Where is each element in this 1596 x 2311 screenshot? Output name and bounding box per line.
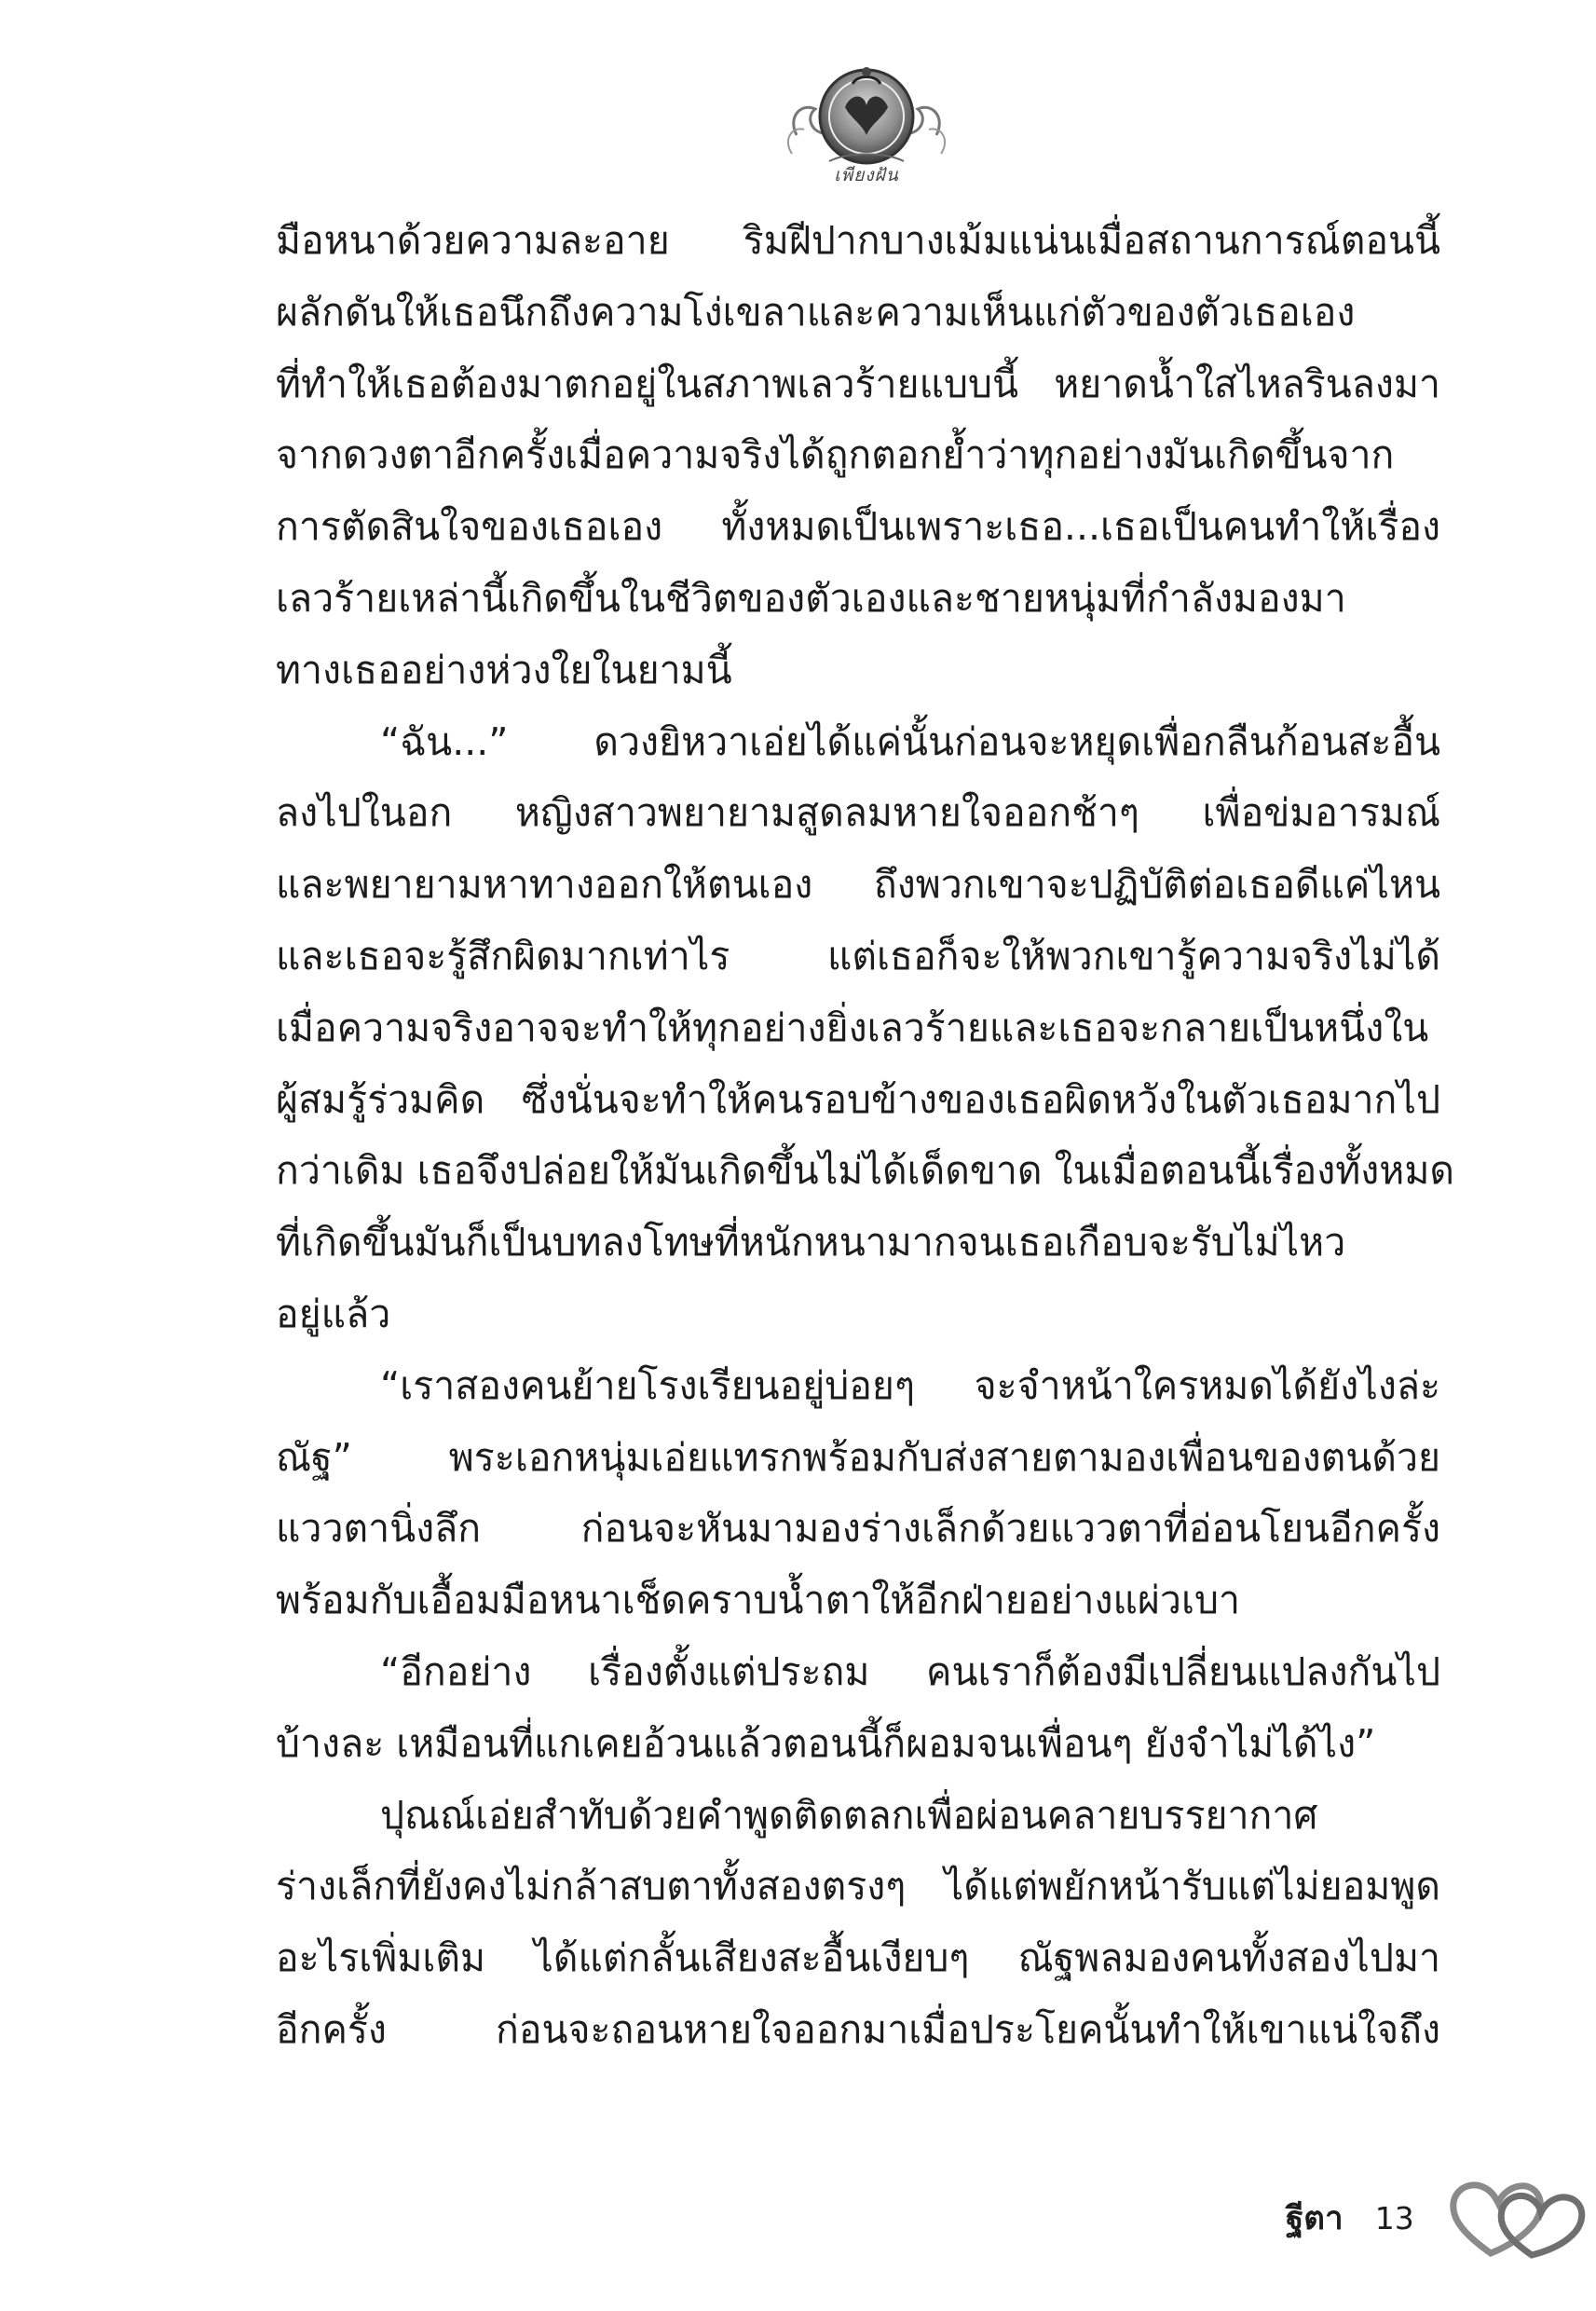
- text-line: และพยายามหาทางออกให้ตนเอง ถึงพวกเขาจะปฏิบัติต่อเธอดีแค่ไหน: [276, 862, 1440, 908]
- body-text: [276, 205, 1454, 2066]
- text-line: เลวร้ายเหล่านี้เกิดขึ้นในชีวิตของตัวเองและชายหนุ่มที่กำลังมองมา: [276, 575, 1346, 621]
- text-line: ร่างเล็กที่ยังคงไม่กล้าสบตาทั้งสองตรงๆ ได้แต่พยักหน้ารับแต่ไม่ยอมพูด: [276, 1864, 1440, 1909]
- text-line: จากดวงตาอีกครั้งเมื่อความจริงได้ถูกตอกย้ำว่าทุกอย่างมันเกิดขึ้นจาก: [276, 432, 1395, 478]
- text-line: และเธอจะรู้สึกผิดมากเท่าไร แต่เธอก็จะให้พวกเขารู้ความจริงไม่ได้: [276, 933, 1440, 978]
- double-heart-icon: [1446, 2173, 1586, 2263]
- text-line: “อีกอย่าง เรื่องตั้งแต่ประถม คนเราก็ต้องมีเปลี่ยนแปลงกันไป: [380, 1648, 1440, 1694]
- text-line: เมื่อความจริงอาจจะทำให้ทุกอย่างยิ่งเลวร้ายและเธอจะกลายเป็นหนึ่งใน: [276, 1005, 1429, 1050]
- text-line: บ้างละ เหมือนที่แกเคยอ้วนแล้วตอนนี้ก็ผอมจนเพื่อนๆ ยังจำไม่ได้ไง”: [276, 1720, 1376, 1766]
- text-line: “เราสองคนย้ายโรงเรียนอยู่บ่อยๆ จะจำหน้าใครหมดได้ยังไงล่ะ: [380, 1362, 1440, 1408]
- text-line: ลงไปในอก หญิงสาวพยายามสูดลมหายใจออกช้าๆ เพื่อข่มอารมณ์: [276, 790, 1440, 836]
- footer-author: ฐีตา: [1286, 2199, 1344, 2237]
- text-line: ที่ทำให้เธอต้องมาตกอยู่ในสภาพเลวร้ายแบบนี้ หยาดน้ำใสไหลรินลงมา: [276, 361, 1440, 406]
- text-line: อีกครั้ง ก่อนจะถอนหายใจออกมาเมื่อประโยคนั้นทำให้เขาแน่ใจถึง: [276, 2006, 1440, 2052]
- text-line: “ฉัน...” ดวงยิหวาเอ่ยได้แค่นั้นก่อนจะหยุดเพื่อกลืนก้อนสะอื้น: [380, 718, 1440, 764]
- text-line: ผลักดันให้เธอนึกถึงความโง่เขลาและความเห็นแก่ตัวของตัวเธอเอง: [276, 289, 1356, 335]
- text-line: มือหนาด้วยความละอาย ริมฝีปากบางเม้มแน่นเมื่อสถานการณ์ตอนนี้: [276, 218, 1440, 263]
- text-line: การตัดสินใจของเธอเอง ทั้งหมดเป็นเพราะเธอ...เธอเป็นคนทำให้เรื่อง: [276, 504, 1440, 550]
- text-line: แววตานิ่งลึก ก่อนจะหันมามองร่างเล็กด้วยแววตาที่อ่อนโยนอีกครั้ง: [276, 1506, 1440, 1552]
- logo-text: เพียงฝัน: [834, 165, 899, 185]
- text-line: อยู่แล้ว: [276, 1291, 391, 1336]
- text-line: ณัฐ” พระเอกหนุ่มเอ่ยแทรกพร้อมกับส่งสายตามองเพื่อนของตนด้วย: [276, 1434, 1440, 1480]
- text-line: กว่าเดิม เธอจึงปล่อยให้มันเกิดขึ้นไม่ได้เด็ดขาด ในเมื่อตอนนี้เรื่องทั้งหมด: [276, 1148, 1454, 1194]
- text-line: พร้อมกับเอื้อมมือหนาเช็ดคราบน้ำตาให้อีกฝ่ายอย่างแผ่วเบา: [276, 1578, 1241, 1623]
- text-line: ทางเธออย่างห่วงใยในยามนี้: [276, 647, 732, 692]
- text-line: ผู้สมรู้ร่วมคิด ซึ่งนั่นจะทำให้คนรอบข้างของเธอผิดหวังในตัวเธอมากไป: [276, 1076, 1440, 1122]
- text-line: ปุณณ์เอ่ยสำทับด้วยคำพูดติดตลกเพื่อผ่อนคลายบรรยากาศ: [380, 1792, 1318, 1838]
- text-line: ที่เกิดขึ้นมันก็เป็นบทลงโทษที่หนักหนามากจนเธอเกือบจะรับไม่ไหว: [276, 1220, 1346, 1265]
- page-number: 13: [1374, 2199, 1414, 2236]
- text-line: อะไรเพิ่มเติม ได้แต่กลั้นเสียงสะอื้นเงียบๆ ณัฐพลมองคนทั้งสองไปมา: [276, 1935, 1440, 1981]
- page-footer: [1286, 2181, 1586, 2255]
- header-logo: [778, 51, 955, 185]
